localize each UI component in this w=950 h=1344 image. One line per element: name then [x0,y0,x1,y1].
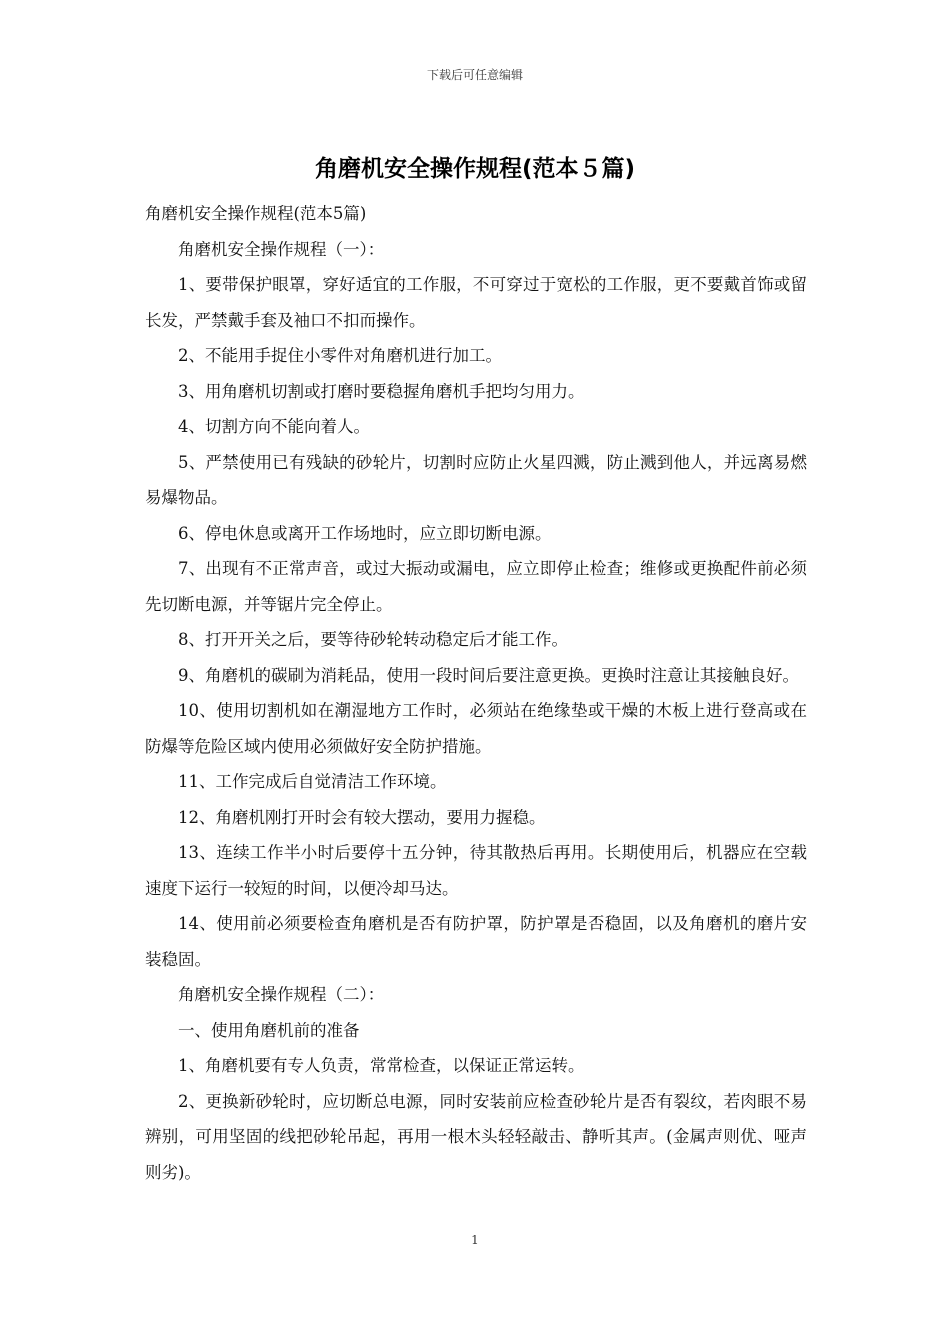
paragraph: 12、角磨机刚打开时会有较大摆动，要用力握稳。 [178,807,546,827]
document-subtitle: 角磨机安全操作规程(范本5篇) [145,204,367,223]
paragraph: 10、使用切割机如在潮湿地方工作时，必须站在绝缘垫或干燥的木板上进行登高或在防爆等危险区域内使用必须做好安全防护措施。 [145,701,807,756]
paragraph: 1、角磨机要有专人负责，常常检查，以保证正常运转。 [178,1056,585,1075]
header-note: 下载后可任意编辑 [426,68,523,82]
document-title: 角磨机安全操作规程(范本５篇) [314,156,636,182]
paragraph: 1、要带保护眼罩，穿好适宜的工作服，不可穿过于宽松的工作服，更不要戴首饰或留长发，严禁戴手套及袖口不扣而操作。 [145,275,807,330]
document-body [145,196,807,1190]
paragraph: 2、更换新砂轮时，应切断总电源，同时安装前应检查砂轮片是否有裂纹，若肉眼不易辨别，可用坚固的线把砂轮吊起，再用一根木头轻轻敲击、静听其声。(金属声则优、哑声则劣)。 [145,1091,807,1182]
subsection-heading: 一、使用角磨机前的准备 [178,1020,360,1040]
page-number: 1 [471,1233,479,1247]
paragraph: 13、连续工作半小时后要停十五分钟，待其散热后再用。长期使用后，机器应在空载速度下运行一较短的时间，以便冷却马达。 [145,843,807,898]
paragraph: 4、切割方向不能向着人。 [178,417,370,436]
paragraph: 2、不能用手捉住小零件对角磨机进行加工。 [178,346,502,365]
paragraph: 3、用角磨机切割或打磨时要稳握角磨机手把均匀用力。 [178,381,585,401]
paragraph: 14、使用前必须要检查角磨机是否有防护罩，防护罩是否稳固，以及角磨机的磨片安装稳固。 [145,914,807,969]
paragraph: 8、打开开关之后，要等待砂轮转动稳定后才能工作。 [178,630,568,649]
paragraph: 5、严禁使用已有残缺的砂轮片，切割时应防止火星四溅，防止溅到他人，并远离易燃易爆物品。 [145,452,807,507]
section-heading-1: 角磨机安全操作规程（一）： [178,239,385,259]
paragraph: 7、出现有不正常声音，或过大振动或漏电，应立即停止检查；维修或更换配件前必须先切断电源，并等锯片完全停止。 [145,559,807,614]
paragraph: 11、工作完成后自觉清洁工作环境。 [178,772,447,791]
paragraph: 6、停电休息或离开工作场地时，应立即切断电源。 [178,523,552,543]
paragraph: 9、角磨机的碳刷为消耗品，使用一段时间后要注意更换。更换时注意让其接触良好。 [178,665,799,685]
section-heading-2: 角磨机安全操作规程（二）： [178,985,385,1004]
